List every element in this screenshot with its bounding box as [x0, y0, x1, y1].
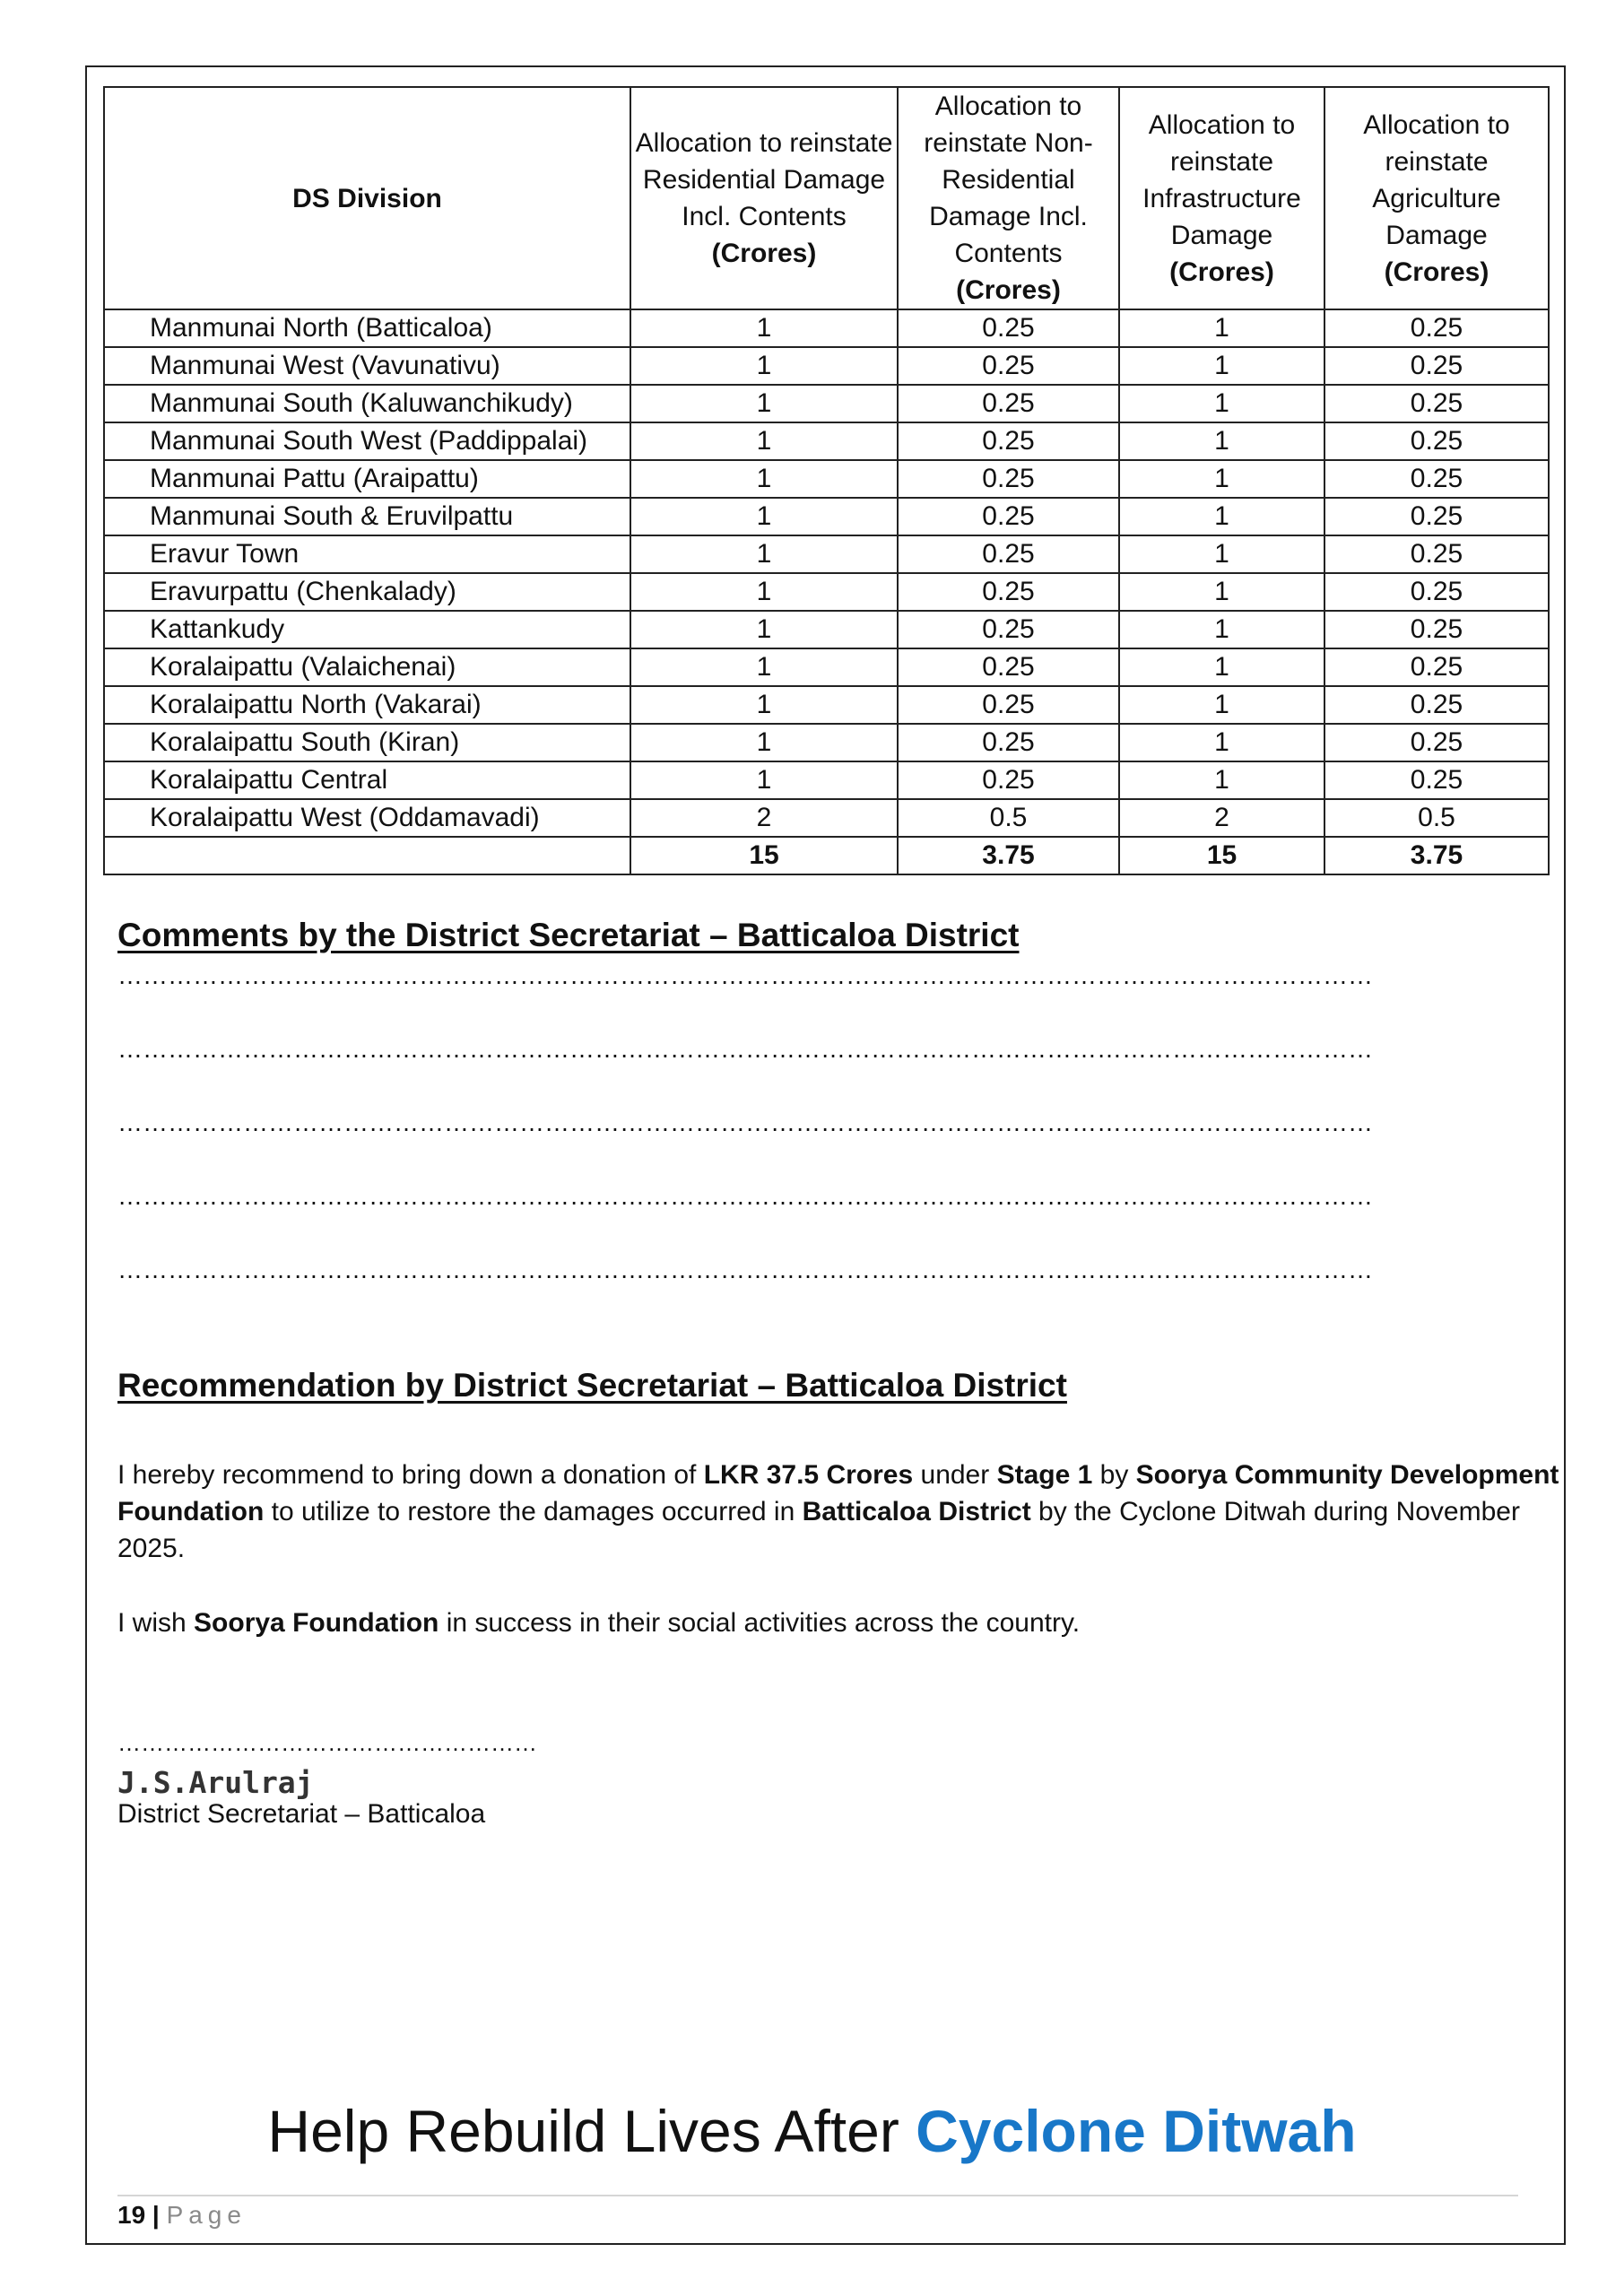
cell-ds-division: Eravur Town	[104, 535, 630, 573]
cell-ds-division: Koralaipattu Central	[104, 761, 630, 799]
table-row	[104, 422, 1549, 460]
cell-agriculture: 0.25	[1324, 498, 1549, 535]
cell-ds-division: Koralaipattu (Valaichenai)	[104, 648, 630, 686]
header-ds-division: DS Division	[104, 87, 630, 309]
footer-title-accent: Cyclone Ditwah	[916, 2098, 1357, 2164]
signature-line: ………………………………………………	[117, 1729, 537, 1756]
header-agriculture: Allocation to reinstate Agriculture Damage (Crores)	[1324, 87, 1549, 309]
page-number: 19 | Page	[117, 2201, 247, 2229]
cell-non-residential: 0.25	[898, 724, 1119, 761]
total-cell-infrastructure: 15	[1119, 837, 1324, 874]
cell-infrastructure: 2	[1119, 799, 1324, 837]
cell-non-residential: 0.25	[898, 347, 1119, 385]
total-cell-agriculture: 3.75	[1324, 837, 1549, 874]
cell-infrastructure: 1	[1119, 686, 1324, 724]
cell-ds-division: Koralaipattu South (Kiran)	[104, 724, 630, 761]
table-row	[104, 648, 1549, 686]
cell-infrastructure: 1	[1119, 761, 1324, 799]
cell-agriculture: 0.25	[1324, 648, 1549, 686]
cell-non-residential: 0.25	[898, 611, 1119, 648]
cell-non-residential: 0.5	[898, 799, 1119, 837]
recommendation-paragraph: I hereby recommend to bring down a donation of LKR 37.5 Crores under Stage 1 by Soorya Community Development Foundation to utilize to restore the damages occurred in Batticaloa District by the Cyclone Ditwah during November 2025.	[117, 1460, 1559, 1563]
cell-residential: 1	[630, 422, 898, 460]
cell-non-residential: 0.25	[898, 460, 1119, 498]
cell-infrastructure: 1	[1119, 611, 1324, 648]
cell-residential: 1	[630, 686, 898, 724]
table-header-row	[104, 87, 1549, 309]
footer-divider	[117, 2195, 1518, 2196]
table-row	[104, 611, 1549, 648]
cell-infrastructure: 1	[1119, 460, 1324, 498]
cell-non-residential: 0.25	[898, 309, 1119, 347]
cell-ds-division: Koralaipattu West (Oddamavadi)	[104, 799, 630, 837]
table-total-row	[104, 837, 1549, 874]
comment-line: ……………………………………………………………………………………………………………………………………	[117, 1256, 1373, 1283]
table-row	[104, 761, 1549, 799]
cell-residential: 2	[630, 799, 898, 837]
cell-residential: 1	[630, 724, 898, 761]
cell-ds-division: Eravurpattu (Chenkalady)	[104, 573, 630, 611]
cell-infrastructure: 1	[1119, 724, 1324, 761]
cell-infrastructure: 1	[1119, 347, 1324, 385]
comment-line: ……………………………………………………………………………………………………………………………………	[117, 961, 1373, 989]
total-cell-non-residential: 3.75	[898, 837, 1119, 874]
signatory-name: J.S.Arulraj	[117, 1765, 314, 1800]
cell-ds-division: Kattankudy	[104, 611, 630, 648]
cell-agriculture: 0.25	[1324, 535, 1549, 573]
table-row	[104, 799, 1549, 837]
cell-residential: 1	[630, 347, 898, 385]
recommendation-heading: Recommendation by District Secretariat – Batticaloa District	[117, 1367, 1067, 1404]
cell-agriculture: 0.25	[1324, 724, 1549, 761]
cell-non-residential: 0.25	[898, 573, 1119, 611]
total-cell-residential: 15	[630, 837, 898, 874]
table-row	[104, 347, 1549, 385]
total-cell-ds-division	[104, 837, 630, 874]
cell-infrastructure: 1	[1119, 309, 1324, 347]
cell-infrastructure: 1	[1119, 535, 1324, 573]
table-row	[104, 460, 1549, 498]
cell-residential: 1	[630, 611, 898, 648]
table-row	[104, 686, 1549, 724]
cell-agriculture: 0.25	[1324, 686, 1549, 724]
header-infrastructure: Allocation to reinstate Infrastructure Damage (Crores)	[1119, 87, 1324, 309]
cell-infrastructure: 1	[1119, 498, 1324, 535]
table-row	[104, 573, 1549, 611]
footer-title: Help Rebuild Lives After Cyclone Ditwah	[267, 2098, 1357, 2164]
table-row	[104, 385, 1549, 422]
table-row	[104, 724, 1549, 761]
cell-ds-division: Manmunai North (Batticaloa)	[104, 309, 630, 347]
cell-agriculture: 0.25	[1324, 611, 1549, 648]
cell-residential: 1	[630, 573, 898, 611]
cell-residential: 1	[630, 535, 898, 573]
cell-residential: 1	[630, 385, 898, 422]
signatory-title: District Secretariat – Batticaloa	[117, 1799, 486, 1829]
cell-agriculture: 0.25	[1324, 422, 1549, 460]
table-row	[104, 309, 1549, 347]
cell-agriculture: 0.25	[1324, 761, 1549, 799]
header-residential: Allocation to reinstate Residential Damage Incl. Contents (Crores)	[630, 87, 898, 309]
cell-non-residential: 0.25	[898, 761, 1119, 799]
comment-line: ……………………………………………………………………………………………………………………………………	[117, 1182, 1373, 1210]
header-non-residential: Allocation to reinstate Non-Residential Damage Incl. Contents (Crores)	[898, 87, 1119, 309]
cell-infrastructure: 1	[1119, 385, 1324, 422]
cell-infrastructure: 1	[1119, 573, 1324, 611]
cell-agriculture: 0.25	[1324, 347, 1549, 385]
table-row	[104, 498, 1549, 535]
cell-infrastructure: 1	[1119, 422, 1324, 460]
cell-agriculture: 0.25	[1324, 309, 1549, 347]
cell-non-residential: 0.25	[898, 498, 1119, 535]
table-row	[104, 535, 1549, 573]
allocation-table	[103, 86, 1550, 875]
wish-paragraph: I wish Soorya Foundation in success in their social activities across the country.	[117, 1608, 1081, 1638]
cell-agriculture: 0.25	[1324, 573, 1549, 611]
comment-line: ……………………………………………………………………………………………………………………………………	[117, 1109, 1373, 1136]
cell-residential: 1	[630, 460, 898, 498]
cell-ds-division: Manmunai West (Vavunativu)	[104, 347, 630, 385]
cell-residential: 1	[630, 761, 898, 799]
cell-ds-division: Koralaipattu North (Vakarai)	[104, 686, 630, 724]
cell-infrastructure: 1	[1119, 648, 1324, 686]
cell-ds-division: Manmunai South (Kaluwanchikudy)	[104, 385, 630, 422]
cell-agriculture: 0.5	[1324, 799, 1549, 837]
comment-line: ……………………………………………………………………………………………………………………………………	[117, 1035, 1373, 1063]
cell-residential: 1	[630, 309, 898, 347]
cell-residential: 1	[630, 498, 898, 535]
cell-ds-division: Manmunai South West (Paddippalai)	[104, 422, 630, 460]
cell-non-residential: 0.25	[898, 535, 1119, 573]
cell-non-residential: 0.25	[898, 385, 1119, 422]
cell-non-residential: 0.25	[898, 648, 1119, 686]
cell-agriculture: 0.25	[1324, 385, 1549, 422]
cell-non-residential: 0.25	[898, 686, 1119, 724]
comments-heading: Comments by the District Secretariat – Batticaloa District	[117, 917, 1020, 953]
cell-ds-division: Manmunai Pattu (Araipattu)	[104, 460, 630, 498]
cell-agriculture: 0.25	[1324, 460, 1549, 498]
cell-non-residential: 0.25	[898, 422, 1119, 460]
cell-ds-division: Manmunai South & Eruvilpattu	[104, 498, 630, 535]
cell-residential: 1	[630, 648, 898, 686]
